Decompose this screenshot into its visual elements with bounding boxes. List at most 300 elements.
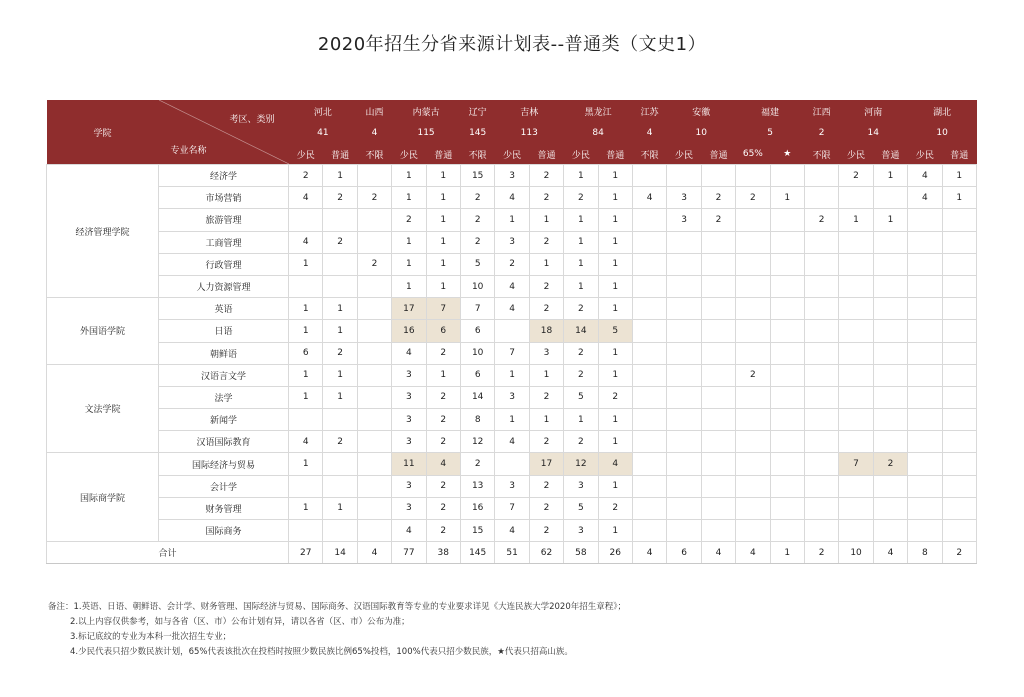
plan-cell: [701, 453, 735, 475]
total-label: 合计: [47, 542, 289, 564]
plan-cell: [701, 253, 735, 275]
plan-cell: [667, 386, 701, 408]
plan-cell: [942, 231, 976, 253]
plan-cell: [323, 209, 357, 231]
plan-cell: 1: [839, 209, 873, 231]
plan-cell: [839, 431, 873, 453]
plan-cell: [839, 386, 873, 408]
province-name: 江苏: [632, 100, 666, 122]
plan-cell: [873, 431, 907, 453]
plan-cell: [908, 253, 942, 275]
plan-cell: [323, 520, 357, 542]
plan-cell: 2: [460, 231, 494, 253]
category-label: 少民: [289, 144, 323, 165]
plan-cell: [770, 520, 804, 542]
college-name: 经济管理学院: [47, 165, 159, 298]
plan-cell: 1: [598, 275, 632, 297]
college-name: 外国语学院: [47, 298, 159, 365]
province-total: 10: [667, 122, 736, 144]
plan-cell: [942, 520, 976, 542]
major-label: 专业名称: [170, 146, 207, 156]
category-label: 不限: [357, 144, 391, 165]
plan-cell: 1: [873, 209, 907, 231]
plan-cell: [632, 431, 666, 453]
plan-cell: 7: [426, 298, 460, 320]
province-name: 辽宁: [460, 100, 494, 122]
major-name: 旅游管理: [159, 209, 289, 231]
enrollment-plan-table: [46, 100, 977, 564]
plan-cell: 2: [460, 187, 494, 209]
major-name: 法学: [159, 386, 289, 408]
province-name: 湖北: [908, 100, 977, 122]
province-total: 84: [564, 122, 633, 144]
total-cell: 2: [942, 542, 976, 564]
plan-cell: 5: [460, 253, 494, 275]
plan-cell: 3: [667, 209, 701, 231]
major-name: 国际经济与贸易: [159, 453, 289, 475]
plan-cell: [839, 253, 873, 275]
plan-cell: [804, 497, 838, 519]
plan-cell: 1: [598, 298, 632, 320]
plan-cell: [632, 253, 666, 275]
plan-cell: 1: [529, 209, 563, 231]
plan-cell: [908, 453, 942, 475]
plan-cell: [804, 342, 838, 364]
college-name: 国际商学院: [47, 453, 159, 542]
note-line: 4.少民代表只招少数民族计划，65%代表该批次在投档时按照少数民族比例65%投档，100%代表只招少数民族，★代表只招高山族。: [70, 647, 573, 657]
major-name: 新闻学: [159, 409, 289, 431]
plan-cell: [289, 520, 323, 542]
plan-cell: 6: [426, 320, 460, 342]
plan-cell: 1: [598, 520, 632, 542]
province-total: 14: [839, 122, 908, 144]
province-total: 4: [357, 122, 391, 144]
plan-cell: 1: [323, 497, 357, 519]
plan-cell: [942, 497, 976, 519]
plan-cell: [632, 165, 666, 187]
total-cell: 10: [839, 542, 873, 564]
plan-cell: [873, 298, 907, 320]
plan-cell: [289, 475, 323, 497]
total-cell: 145: [460, 542, 494, 564]
plan-cell: 4: [495, 275, 529, 297]
plan-cell: 2: [564, 431, 598, 453]
plan-cell: 4: [392, 520, 426, 542]
plan-cell: 15: [460, 520, 494, 542]
table-row: [47, 386, 977, 408]
plan-cell: [701, 475, 735, 497]
plan-cell: [908, 209, 942, 231]
plan-cell: [701, 520, 735, 542]
plan-cell: [908, 475, 942, 497]
plan-cell: [873, 342, 907, 364]
plan-cell: 2: [460, 453, 494, 475]
total-cell: 14: [323, 542, 357, 564]
plan-cell: 1: [392, 275, 426, 297]
plan-cell: 1: [942, 165, 976, 187]
major-name: 经济学: [159, 165, 289, 187]
plan-cell: [357, 386, 391, 408]
table-row: [47, 275, 977, 297]
plan-cell: [736, 475, 770, 497]
plan-cell: [701, 342, 735, 364]
plan-cell: 2: [529, 497, 563, 519]
total-cell: 38: [426, 542, 460, 564]
category-label: 不限: [632, 144, 666, 165]
plan-cell: 3: [392, 364, 426, 386]
plan-cell: [289, 209, 323, 231]
plan-cell: [770, 298, 804, 320]
plan-cell: [667, 231, 701, 253]
plan-cell: 1: [942, 187, 976, 209]
plan-cell: [667, 342, 701, 364]
plan-cell: [908, 298, 942, 320]
plan-cell: [908, 231, 942, 253]
plan-cell: 4: [392, 342, 426, 364]
plan-cell: 2: [426, 342, 460, 364]
plan-cell: 18: [529, 320, 563, 342]
plan-cell: 7: [495, 497, 529, 519]
plan-cell: [736, 275, 770, 297]
table-row: [47, 497, 977, 519]
total-cell: 4: [736, 542, 770, 564]
plan-cell: [736, 342, 770, 364]
page-title: 2020年招生分省来源计划表--普通类（文史1）: [317, 34, 707, 55]
major-name: 汉语言文学: [159, 364, 289, 386]
plan-cell: 2: [701, 209, 735, 231]
category-label: 少民: [495, 144, 529, 165]
plan-cell: [873, 386, 907, 408]
plan-cell: [701, 231, 735, 253]
plan-cell: [873, 520, 907, 542]
plan-cell: 4: [495, 520, 529, 542]
header-row-provinces: [47, 100, 977, 122]
plan-cell: 2: [804, 209, 838, 231]
plan-cell: [289, 409, 323, 431]
plan-cell: 1: [564, 253, 598, 275]
plan-cell: [770, 431, 804, 453]
plan-cell: 1: [289, 386, 323, 408]
plan-cell: [873, 364, 907, 386]
plan-cell: 2: [529, 431, 563, 453]
plan-cell: 2: [529, 187, 563, 209]
category-label: 少民: [392, 144, 426, 165]
note-line: 2.以上内容仅供参考，如与各省（区、市）公布计划有异，请以各省（区、市）公布为准；: [70, 617, 410, 627]
plan-cell: 3: [495, 386, 529, 408]
plan-cell: 3: [392, 431, 426, 453]
major-name: 财务管理: [159, 497, 289, 519]
plan-cell: [908, 520, 942, 542]
table-row: [47, 342, 977, 364]
plan-cell: [632, 320, 666, 342]
plan-cell: 2: [426, 497, 460, 519]
plan-cell: [736, 231, 770, 253]
plan-cell: [804, 320, 838, 342]
table-row: [47, 253, 977, 275]
plan-cell: 1: [426, 187, 460, 209]
plan-cell: 1: [426, 364, 460, 386]
major-name: 行政管理: [159, 253, 289, 275]
plan-cell: 2: [426, 409, 460, 431]
plan-cell: 2: [598, 386, 632, 408]
plan-cell: 1: [598, 475, 632, 497]
plan-cell: 2: [529, 475, 563, 497]
plan-cell: [942, 431, 976, 453]
plan-cell: 1: [323, 320, 357, 342]
plan-cell: 1: [426, 165, 460, 187]
plan-cell: 1: [426, 209, 460, 231]
total-row: [47, 542, 977, 564]
plan-cell: 1: [598, 409, 632, 431]
plan-cell: 3: [529, 342, 563, 364]
plan-cell: 1: [426, 231, 460, 253]
plan-cell: 2: [564, 298, 598, 320]
plan-cell: 1: [564, 409, 598, 431]
plan-cell: [804, 231, 838, 253]
category-label: 不限: [804, 144, 838, 165]
plan-cell: 3: [495, 165, 529, 187]
plan-cell: 5: [564, 497, 598, 519]
plan-cell: 1: [289, 497, 323, 519]
plan-cell: [289, 275, 323, 297]
plan-cell: [873, 320, 907, 342]
plan-cell: [667, 298, 701, 320]
category-label: 少民: [667, 144, 701, 165]
table-row: [47, 165, 977, 187]
plan-cell: [667, 275, 701, 297]
plan-cell: 2: [357, 253, 391, 275]
plan-cell: 1: [426, 275, 460, 297]
plan-cell: 1: [598, 209, 632, 231]
plan-cell: [770, 364, 804, 386]
plan-cell: 2: [495, 253, 529, 275]
plan-cell: [357, 431, 391, 453]
category-label: 普通: [873, 144, 907, 165]
plan-cell: [908, 431, 942, 453]
plan-cell: 1: [598, 165, 632, 187]
province-total: 4: [632, 122, 666, 144]
province-total: 145: [460, 122, 494, 144]
province-name: 福建: [736, 100, 805, 122]
plan-cell: [770, 253, 804, 275]
plan-cell: [632, 209, 666, 231]
total-cell: 4: [701, 542, 735, 564]
plan-cell: 5: [564, 386, 598, 408]
plan-cell: 1: [529, 409, 563, 431]
table-row: [47, 231, 977, 253]
plan-cell: [632, 231, 666, 253]
plan-cell: [736, 209, 770, 231]
plan-cell: 2: [529, 298, 563, 320]
plan-cell: 2: [736, 364, 770, 386]
plan-cell: 4: [289, 187, 323, 209]
plan-cell: 1: [289, 364, 323, 386]
plan-cell: [323, 475, 357, 497]
plan-cell: 2: [426, 475, 460, 497]
plan-cell: [357, 165, 391, 187]
plan-cell: 2: [323, 187, 357, 209]
plan-cell: 1: [529, 364, 563, 386]
plan-cell: 4: [426, 453, 460, 475]
plan-cell: [667, 320, 701, 342]
plan-cell: [667, 165, 701, 187]
plan-cell: 7: [460, 298, 494, 320]
plan-cell: [770, 275, 804, 297]
total-cell: 26: [598, 542, 632, 564]
plan-cell: 16: [460, 497, 494, 519]
plan-cell: 17: [392, 298, 426, 320]
plan-cell: 14: [460, 386, 494, 408]
province-name: 山西: [357, 100, 391, 122]
plan-cell: 12: [564, 453, 598, 475]
plan-cell: [839, 320, 873, 342]
plan-cell: 10: [460, 275, 494, 297]
plan-cell: [632, 275, 666, 297]
plan-cell: 17: [529, 453, 563, 475]
plan-cell: [357, 209, 391, 231]
plan-cell: 2: [529, 165, 563, 187]
plan-cell: 1: [564, 231, 598, 253]
note-line: 3.标记底纹的专业为本科一批次招生专业；: [70, 632, 232, 642]
plan-cell: [632, 386, 666, 408]
plan-cell: 1: [598, 253, 632, 275]
category-label: 少民: [908, 144, 942, 165]
plan-cell: [804, 364, 838, 386]
plan-cell: [770, 231, 804, 253]
region-label: 考区、类别: [229, 115, 275, 125]
plan-cell: [357, 364, 391, 386]
plan-cell: [736, 165, 770, 187]
plan-cell: 1: [289, 320, 323, 342]
plan-cell: 2: [701, 187, 735, 209]
plan-cell: 2: [598, 497, 632, 519]
plan-cell: [357, 520, 391, 542]
plan-cell: 2: [529, 275, 563, 297]
plan-cell: [323, 409, 357, 431]
total-cell: 2: [804, 542, 838, 564]
province-total: 41: [289, 122, 358, 144]
plan-cell: [804, 453, 838, 475]
plan-cell: [839, 187, 873, 209]
plan-cell: 2: [873, 453, 907, 475]
total-cell: 6: [667, 542, 701, 564]
plan-cell: [804, 298, 838, 320]
total-cell: 62: [529, 542, 563, 564]
plan-cell: 2: [323, 231, 357, 253]
plan-cell: [736, 453, 770, 475]
plan-cell: [908, 275, 942, 297]
plan-cell: 3: [392, 497, 426, 519]
plan-cell: 2: [357, 187, 391, 209]
plan-cell: [770, 386, 804, 408]
plan-cell: [873, 497, 907, 519]
note-line: 备注：1.英语、日语、朝鲜语、会计学、财务管理、国际经济与贸易、国际商务、汉语国际教育等专业的专业要求详见《大连民族大学2020年招生章程》；: [48, 602, 626, 612]
college-name: 文法学院: [47, 364, 159, 453]
plan-cell: [632, 453, 666, 475]
plan-cell: 1: [392, 165, 426, 187]
plan-cell: [839, 298, 873, 320]
plan-cell: 2: [564, 342, 598, 364]
plan-cell: [839, 364, 873, 386]
plan-cell: 1: [529, 253, 563, 275]
plan-cell: [770, 165, 804, 187]
plan-cell: [357, 275, 391, 297]
plan-cell: [770, 209, 804, 231]
plan-cell: [908, 497, 942, 519]
plan-cell: 1: [495, 409, 529, 431]
plan-cell: 1: [426, 253, 460, 275]
plan-cell: 1: [323, 386, 357, 408]
plan-cell: [736, 386, 770, 408]
total-cell: 8: [908, 542, 942, 564]
plan-cell: [770, 409, 804, 431]
plan-cell: 2: [736, 187, 770, 209]
plan-cell: [632, 364, 666, 386]
category-label: 普通: [701, 144, 735, 165]
plan-cell: 2: [529, 520, 563, 542]
plan-cell: [736, 497, 770, 519]
table-row: [47, 187, 977, 209]
category-label: 少民: [564, 144, 598, 165]
plan-cell: [632, 475, 666, 497]
plan-cell: 1: [564, 275, 598, 297]
plan-cell: [873, 475, 907, 497]
plan-cell: 4: [289, 231, 323, 253]
plan-cell: 2: [529, 386, 563, 408]
plan-cell: [736, 253, 770, 275]
category-label: 65%: [736, 144, 770, 165]
plan-cell: 1: [564, 165, 598, 187]
plan-cell: 2: [426, 520, 460, 542]
province-name: 黑龙江: [564, 100, 633, 122]
category-label: 普通: [323, 144, 357, 165]
table-row: [47, 209, 977, 231]
plan-cell: [323, 253, 357, 275]
plan-cell: 1: [770, 187, 804, 209]
plan-cell: 3: [564, 475, 598, 497]
plan-cell: [804, 275, 838, 297]
plan-cell: [804, 475, 838, 497]
plan-cell: [667, 475, 701, 497]
plan-cell: [632, 409, 666, 431]
plan-cell: [839, 497, 873, 519]
plan-cell: 4: [632, 187, 666, 209]
plan-cell: [357, 475, 391, 497]
plan-cell: 2: [323, 342, 357, 364]
table-row: [47, 320, 977, 342]
plan-cell: [632, 342, 666, 364]
plan-cell: [701, 386, 735, 408]
plan-cell: [736, 320, 770, 342]
plan-cell: [667, 253, 701, 275]
plan-cell: [736, 431, 770, 453]
province-name: 安徽: [667, 100, 736, 122]
major-name: 英语: [159, 298, 289, 320]
major-name: 市场营销: [159, 187, 289, 209]
plan-cell: 1: [598, 342, 632, 364]
plan-cell: [701, 431, 735, 453]
plan-cell: [323, 275, 357, 297]
plan-cell: 11: [392, 453, 426, 475]
plan-cell: [942, 409, 976, 431]
plan-cell: 1: [392, 231, 426, 253]
plan-cell: 13: [460, 475, 494, 497]
plan-cell: [701, 497, 735, 519]
plan-cell: 2: [426, 431, 460, 453]
plan-cell: [736, 520, 770, 542]
plan-cell: 7: [839, 453, 873, 475]
plan-cell: [908, 342, 942, 364]
